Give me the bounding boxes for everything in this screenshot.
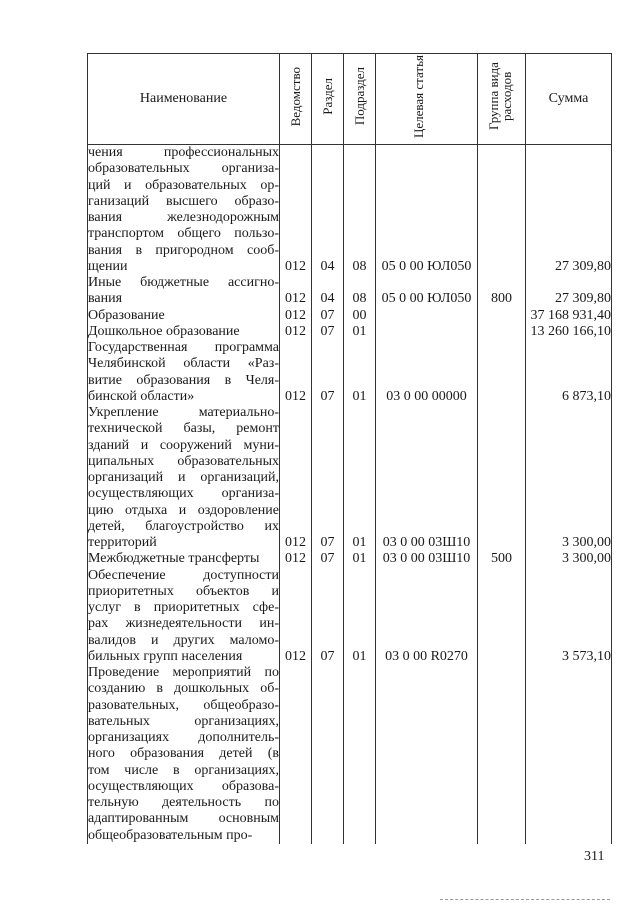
row-section: 07 <box>312 551 344 567</box>
row-name-line: ного образования детей (в <box>88 746 279 762</box>
row-name-line: бильных групп населения <box>88 648 243 664</box>
row-target-item: 05 0 00 ЮЛ050 <box>376 275 478 308</box>
budget-table <box>87 53 612 844</box>
row-name <box>88 551 280 567</box>
row-amount: 3 300,00 <box>526 405 612 551</box>
row-expense-group <box>478 340 526 405</box>
row-target-item <box>376 308 478 324</box>
table-row <box>88 551 612 567</box>
row-name-line: транспортом общего пользо- <box>88 226 279 242</box>
row-name-line: ганизаций высшего образо- <box>88 193 279 209</box>
row-target-item <box>376 665 478 844</box>
row-amount: 27 309,80 <box>526 145 612 276</box>
row-name-line: созданию в дошкольных об- <box>88 681 279 697</box>
row-name-line: вательных организациях, <box>88 713 279 729</box>
row-expense-group <box>478 568 526 666</box>
row-department: 012 <box>280 324 312 340</box>
row-subsection: 08 <box>344 145 376 276</box>
row-department <box>280 665 312 844</box>
table-row <box>88 145 612 276</box>
row-name <box>88 665 280 844</box>
row-name-line: рах жизнедеятельности ин- <box>88 616 279 632</box>
row-name-line: адаптированным основным <box>88 811 279 827</box>
row-name-line: Проведение мероприятий по <box>88 665 279 680</box>
row-subsection: 01 <box>344 568 376 666</box>
row-section <box>312 665 344 844</box>
row-target-item <box>376 324 478 340</box>
header-expense-group: Группа вида расходов <box>478 54 526 145</box>
row-name <box>88 145 280 276</box>
row-name-line: услуг в приоритетных сфе- <box>88 600 279 615</box>
row-name-line: вания железнодорожным <box>88 210 279 225</box>
row-name <box>88 568 280 666</box>
row-name-line: Иные бюджетные ассигно- <box>88 275 279 290</box>
row-department: 012 <box>280 340 312 405</box>
row-amount: 3 573,10 <box>526 568 612 666</box>
table-row <box>88 308 612 324</box>
header-row <box>88 54 612 145</box>
row-target-item: 05 0 00 ЮЛ050 <box>376 145 478 276</box>
header-department: Ведомство <box>280 54 312 145</box>
row-department: 012 <box>280 405 312 551</box>
row-expense-group <box>478 308 526 324</box>
row-section: 07 <box>312 405 344 551</box>
row-name-line: организациях дополнитель- <box>88 730 279 745</box>
row-name-line: тельную деятельность по <box>88 795 279 810</box>
row-name-line: витие образования в Челя- <box>88 372 279 388</box>
row-name-line: ципальных образовательных <box>88 453 279 469</box>
row-name-line: детей, благоустройство их <box>88 518 279 534</box>
row-name-line: щении <box>88 258 128 274</box>
row-amount: 6 873,10 <box>526 340 612 405</box>
footer-rule <box>440 899 610 900</box>
row-subsection: 01 <box>344 324 376 340</box>
row-department: 012 <box>280 308 312 324</box>
row-subsection: 01 <box>344 340 376 405</box>
header-target-item: Целевая статья <box>376 54 478 145</box>
row-name-line: Межбюджетные трансферты <box>88 551 260 567</box>
row-target-item: 03 0 00 03Ш10 <box>376 405 478 551</box>
row-name-line: зданий и сооружений муни- <box>88 437 279 453</box>
row-target-item: 03 0 00 00000 <box>376 340 478 405</box>
row-name <box>88 340 280 405</box>
row-name-line: разовательных, общеобразо- <box>88 697 279 713</box>
row-name-line: Государственная программа <box>88 340 279 355</box>
row-section: 07 <box>312 340 344 405</box>
row-name-line: валидов и других маломо- <box>88 632 279 648</box>
row-name-line: Челябинской области «Раз- <box>88 356 279 372</box>
row-expense-group: 800 <box>478 275 526 308</box>
row-name-line: осуществляющих организа- <box>88 486 279 502</box>
row-subsection: 08 <box>344 275 376 308</box>
row-name-line: осуществляющих образова- <box>88 778 279 794</box>
row-name-line: чения профессиональных <box>88 145 279 160</box>
row-amount: 27 309,80 <box>526 275 612 308</box>
row-name-line: бинской области» <box>88 388 195 404</box>
row-name-line: том числе в организациях, <box>88 762 279 778</box>
row-section: 04 <box>312 145 344 276</box>
row-name-line: Обеспечение доступности <box>88 567 279 583</box>
row-name-line: территорий <box>88 535 157 550</box>
row-department: 012 <box>280 568 312 666</box>
header-name: Наименование <box>88 54 280 145</box>
table-row <box>88 324 612 340</box>
row-expense-group: 500 <box>478 551 526 567</box>
row-name-line: Дошкольное образование <box>88 323 240 339</box>
row-name <box>88 308 280 324</box>
row-subsection: 01 <box>344 405 376 551</box>
table-row <box>88 275 612 308</box>
row-amount: 37 168 931,40 <box>526 308 612 324</box>
row-expense-group <box>478 145 526 276</box>
row-name-line: ций и образовательных ор- <box>88 177 279 193</box>
row-department: 012 <box>280 275 312 308</box>
row-name-line: технической базы, ремонт <box>88 421 279 437</box>
row-section: 07 <box>312 568 344 666</box>
row-department: 012 <box>280 145 312 276</box>
row-name <box>88 275 280 308</box>
table-row <box>88 665 612 844</box>
row-name-line: образовательных организа- <box>88 161 279 177</box>
row-section: 04 <box>312 275 344 308</box>
row-name <box>88 405 280 551</box>
row-expense-group <box>478 405 526 551</box>
row-name-line: цию отдыха и оздоровление <box>88 502 279 518</box>
row-name-line: организаций и организаций, <box>88 470 279 485</box>
row-subsection: 01 <box>344 551 376 567</box>
row-name <box>88 324 280 340</box>
row-name-line: приоритетных объектов и <box>88 583 279 599</box>
row-target-item: 03 0 00 R0270 <box>376 568 478 666</box>
header-section: Раздел <box>312 54 344 145</box>
row-name-line: вания в пригородном сооб- <box>88 242 279 258</box>
row-name-line: вания <box>88 291 123 307</box>
row-name-line: общеобразовательным про- <box>88 827 253 843</box>
row-amount: 13 260 166,10 <box>526 324 612 340</box>
row-subsection: 00 <box>344 308 376 324</box>
row-name-line: Укрепление материально- <box>88 405 279 420</box>
row-amount <box>526 665 612 844</box>
row-department: 012 <box>280 551 312 567</box>
row-section: 07 <box>312 324 344 340</box>
row-amount: 3 300,00 <box>526 551 612 567</box>
row-expense-group <box>478 324 526 340</box>
header-subsection: Подраздел <box>344 54 376 145</box>
table-row <box>88 405 612 551</box>
header-amount: Сумма <box>526 54 612 145</box>
row-section: 07 <box>312 308 344 324</box>
page-number: 311 <box>584 849 605 864</box>
table-row <box>88 568 612 666</box>
row-name-line: Образование <box>88 307 165 323</box>
row-subsection <box>344 665 376 844</box>
row-target-item: 03 0 00 03Ш10 <box>376 551 478 567</box>
table-row <box>88 340 612 405</box>
row-expense-group <box>478 665 526 844</box>
